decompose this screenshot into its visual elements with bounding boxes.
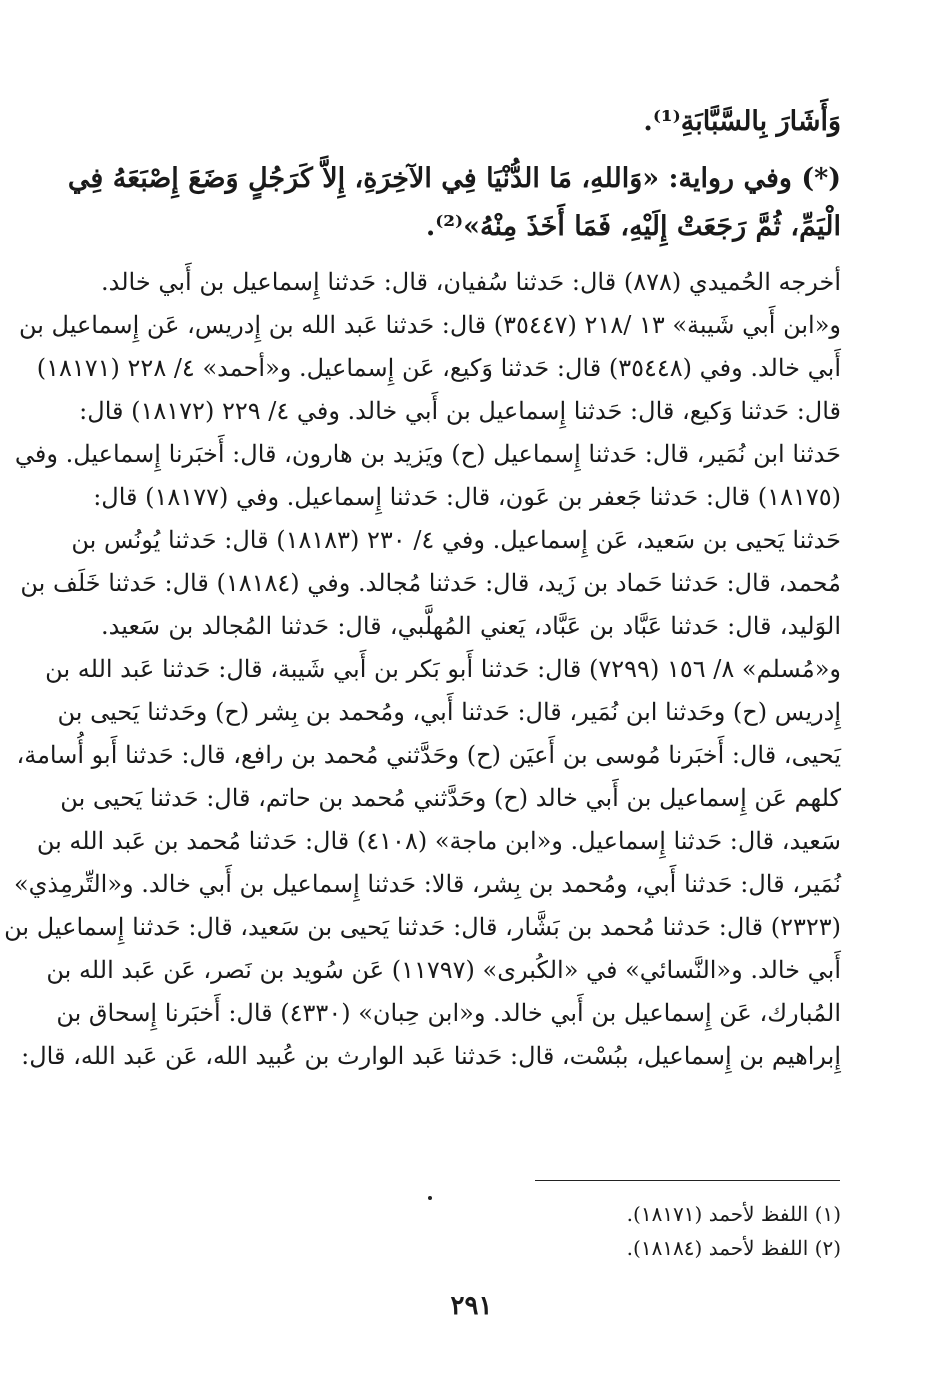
footnote-2: (٢) اللفظ لأحمد (١٨١٨٤). (626, 1236, 841, 1260)
body-line: سَعيد، قال: حَدثنا إِسماعيل. و«ابن ماجة» (٤١٠٨) قال: حَدثنا مُحمد بن عَبد الله بن (36, 827, 841, 855)
body-line: قال: حَدثنا وَكيع، قال: حَدثنا إِسماعيل بن أَبي خالد. وفي ٤/ ٢٢٩ (١٨١٧٢) قال: (79, 397, 841, 425)
body-line: أَبي خالد. وفي (٣٥٤٤٨) قال: حَدثنا وَكيع، عَن إِسماعيل. و«أحمد» ٤/ ٢٢٨ (١٨١٧١) (36, 354, 841, 382)
body-line: المُبارك، عَن إِسماعيل بن أَبي خالد. و«ابن حِبان» (٤٣٣٠) قال: أَخبَرنا إِسحاق بن (56, 999, 841, 1027)
body-line: (١٨١٧٥) قال: حَدثنا جَعفر بن عَون، قال: حَدثنا إِسماعيل. وفي (١٨١٧٧) قال: (93, 483, 841, 511)
body-line: و«ابن أَبي شَيبة» ١٣ /٢١٨ (٣٥٤٤٧) قال: حَدثنا عَبد الله بن إِدريس، عَن إِسماعيل بن (18, 311, 841, 339)
body-line: و«مُسلم» ٨/ ١٥٦ (٧٢٩٩) قال: حَدثنا أَبو بَكر بن أَبي شَيبة، قال: حَدثنا عَبد الله بن (45, 655, 841, 683)
body-line: مُحمد، قال: حَدثنا حَماد بن زَيد، قال: حَدثنا مُجالد. وفي (١٨١٨٤) قال: حَدثنا خَلَف بن (20, 569, 841, 597)
body-line: حَدثنا يَحيى بن سَعيد، عَن إِسماعيل. وفي ٤/ ٢٣٠ (١٨١٨٣) قال: حَدثنا يُونُس بن (71, 526, 841, 554)
body-line: (٢٣٢٣) قال: حَدثنا مُحمد بن بَشَّار، قال: حَدثنا يَحيى بن سَعيد، قال: حَدثنا إِسماعيل بن (4, 913, 841, 941)
body-line: أَبي خالد. و«النَّسائي» في «الكُبرى» (١١٧٩٧) عَن سُويد بن نَصر، عَن عَبد الله بن (46, 956, 841, 984)
body-line: يَحيى، قال: أَخبَرنا مُوسى بن أَعيَن (ح) وحَدَّثني مُحمد بن رافع، قال: حَدثنا أَبو أُسامة، (16, 741, 841, 769)
body-line: كلهم عَن إِسماعيل بن أَبي خالد (ح) وحَدَّثني مُحمد بن حاتم، قال: حَدثنا يَحيى بن (60, 784, 841, 812)
footnote-separator (535, 1180, 840, 1181)
page-number: ٢٩١ (450, 1291, 493, 1321)
body-line: حَدثنا ابن نُمَير، قال: حَدثنا إِسماعيل (ح) ويَزيد بن هارون، قال: أَخبَرنا إِسماعيل. وفي (14, 440, 841, 468)
hadith-line-1: (*) وفي رواية: «وَاللهِ، مَا الدُّنْيَا فِي الآخِرَةِ، إِلاَّ كَرَجُلٍ وَضَعَ إِصْبَعَهُ فِي (67, 163, 841, 194)
body-line: الوَليد، قال: حَدثنا عَبَّاد بن عَبَّاد، يَعني المُهلَّبي، قال: حَدثنا المُجالد بن سَعيد. (101, 612, 841, 640)
stray-dot (428, 1196, 432, 1200)
footnote-1: (١) اللفظ لأحمد (١٨١٧١). (626, 1202, 841, 1226)
hadith-line-2: الْيَمِّ، ثُمَّ رَجَعَتْ إِلَيْهِ، فَمَا أَخَذَ مِنْهُ»⁽²⁾. (425, 211, 841, 242)
body-line: أخرجه الحُميدي (٨٧٨) قال: حَدثنا سُفيان، قال: حَدثنا إِسماعيل بن أَبي خالد. (101, 268, 841, 296)
body-line: إِدريس (ح) وحَدثنا ابن نُمَير، قال: حَدثنا أَبي، ومُحمد بن بِشر (ح) وحَدثنا يَحيى بن (57, 698, 841, 726)
opening-line: وَأَشَارَ بِالسَّبَّابَةِ⁽¹⁾. (643, 106, 841, 137)
body-line: إِبراهيم بن إِسماعيل، ببُسْت، قال: حَدثنا عَبد الوارث بن عُبيد الله، عَن عَبد الله، قال: (21, 1042, 841, 1070)
body-line: نُمَير، قال: حَدثنا أَبي، ومُحمد بن بِشر، قالا: حَدثنا إِسماعيل بن أَبي خالد. و«التِّرمِذي» (13, 870, 841, 898)
